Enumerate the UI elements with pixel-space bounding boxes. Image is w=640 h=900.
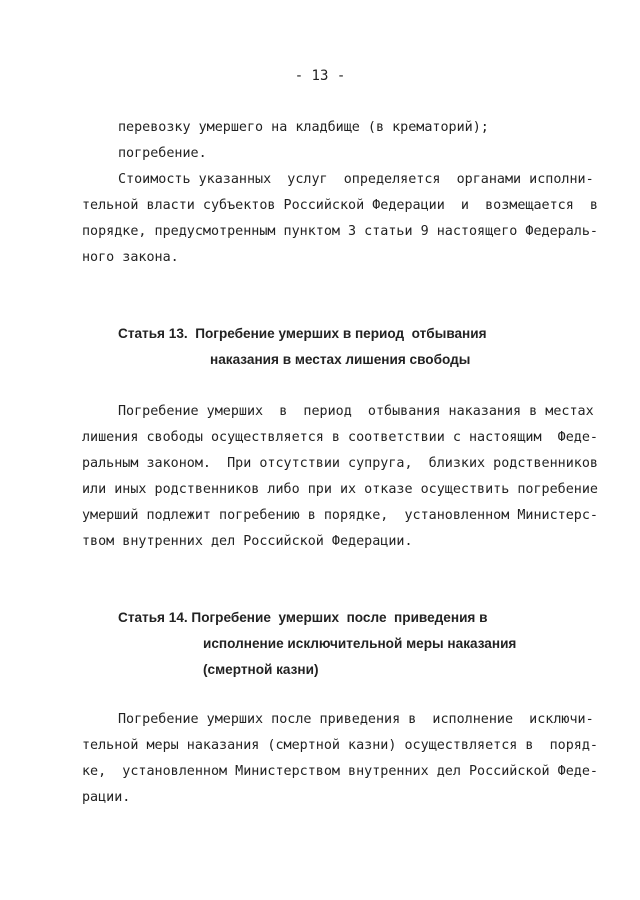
article-13-body-line-6: твом внутренних дел Российской Федерации.: [82, 534, 413, 549]
article-13-heading-line-1: Статья 13. Погребение умерших в период отбывания: [118, 326, 487, 341]
article-14-heading-line-2: исполнение исключительной меры наказания: [203, 636, 517, 651]
article-14-body-line-2: тельной меры наказания (смертной казни) осуществляется в поряд-: [82, 738, 598, 753]
intro-line-2: погребение.: [118, 146, 207, 161]
article-14-heading-line-1: Статья 14. Погребение умерших после приведения в: [118, 610, 488, 625]
article-13-body-line-1: Погребение умерших в период отбывания наказания в местах: [118, 404, 594, 419]
intro-line-5: порядке, предусмотренным пунктом 3 статьи 9 настоящего Федераль-: [82, 224, 598, 239]
intro-line-1: перевозку умершего на кладбище (в крематорий);: [118, 120, 489, 135]
article-14-heading-line-3: (смертной казни): [203, 662, 319, 677]
article-14-body-line-1: Погребение умерших после приведения в исполнение исключи-: [118, 712, 594, 727]
article-14-body-line-3: ке, установленном Министерством внутренних дел Российской Феде-: [82, 764, 598, 779]
article-13-heading-line-2: наказания в местах лишения свободы: [210, 352, 471, 367]
article-13-body-line-2: лишения свободы осуществляется в соответствии с настоящим Феде-: [82, 430, 598, 445]
article-13-body-line-5: умерший подлежит погребению в порядке, установленном Министерс-: [82, 508, 598, 523]
intro-line-4: тельной власти субъектов Российской Федерации и возмещается в: [82, 198, 598, 213]
intro-line-6: ного закона.: [82, 250, 179, 265]
article-14-body-line-4: рации.: [82, 790, 131, 805]
page-number: - 13 -: [294, 68, 346, 84]
intro-line-3: Стоимость указанных услуг определяется органами исполни-: [118, 172, 594, 187]
article-13-body-line-3: ральным законом. При отсутствии супруга, близких родственников: [82, 456, 598, 471]
article-13-body-line-4: или иных родственников либо при их отказе осуществить погребение: [82, 482, 598, 497]
